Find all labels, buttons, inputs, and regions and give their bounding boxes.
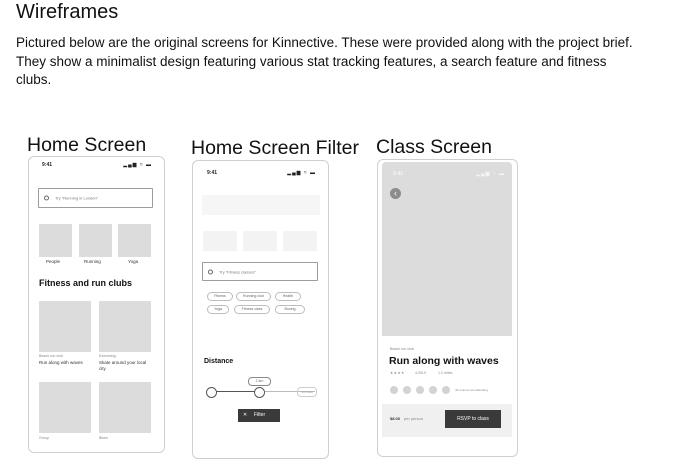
category-label-running: Running xyxy=(84,259,101,264)
rsvp-button[interactable]: RSVP to class xyxy=(445,410,501,428)
club-card-image[interactable] xyxy=(99,382,151,433)
filter-chip[interactable]: Running club xyxy=(236,292,271,301)
search-placeholder: Try "Running in London" xyxy=(55,195,99,201)
attendee-avatar xyxy=(390,386,398,394)
home-screen-label: Home Screen xyxy=(27,134,147,156)
intro-paragraph: Pictured below are the original screens for Kinnective. These were provided along with the project brief. They show a minimalist design featuring various stat tracking features, a search feature and fitness clubs. xyxy=(16,35,633,87)
category-label-yoga: Yoga xyxy=(128,259,139,264)
distance-text: 1.2 miles xyxy=(438,371,453,375)
club-card-image[interactable] xyxy=(99,301,151,352)
attendee-avatar xyxy=(442,386,450,394)
price-text: $8.00 xyxy=(390,416,401,421)
class-title: Run along with waves xyxy=(389,355,499,367)
slider-handle-min[interactable] xyxy=(206,387,217,398)
club-name: Run along with waves xyxy=(39,360,83,365)
club-name: Skate around your local city xyxy=(99,360,147,371)
filter-chip[interactable]: Health xyxy=(275,292,301,301)
club-tag: Beach run club xyxy=(39,354,63,358)
status-time: 9:41 xyxy=(207,170,218,176)
category-tile-running[interactable] xyxy=(79,224,112,257)
attendee-avatar xyxy=(416,386,424,394)
club-tag: Group xyxy=(39,436,49,440)
home-screen-phone xyxy=(28,156,165,453)
class-screen-label: Class Screen xyxy=(376,136,492,158)
filter-button-label: Filter xyxy=(254,412,266,418)
category-label-people: People xyxy=(46,259,61,264)
price-suffix: per person xyxy=(404,416,424,421)
filter-screen-label: Home Screen Filter xyxy=(191,137,359,159)
club-card-image[interactable] xyxy=(39,301,91,352)
faded-tile xyxy=(283,231,317,251)
faded-search xyxy=(202,195,320,215)
class-hero-image xyxy=(382,162,512,336)
distance-label: Distance xyxy=(204,358,234,365)
status-icons: ▂▄▆ ≈ ▬ xyxy=(476,171,505,177)
search-icon xyxy=(44,196,49,201)
rating-text: 4.0/5.0 xyxy=(415,371,426,375)
faded-tile xyxy=(203,231,237,251)
club-tag: Bikes xyxy=(99,436,108,440)
attendee-avatar xyxy=(403,386,411,394)
faded-tile xyxy=(243,231,277,251)
filter-chip[interactable]: Boxing xyxy=(275,305,305,314)
rating-stars: ★★★★ xyxy=(390,371,405,375)
category-tile-yoga[interactable] xyxy=(118,224,151,257)
page-title: Wireframes xyxy=(16,1,119,23)
club-tag: Exercising xyxy=(99,354,116,358)
status-time: 9:41 xyxy=(42,162,53,168)
attendees-text: 43 runners are attending xyxy=(455,388,488,392)
filter-search-input[interactable] xyxy=(202,262,318,281)
attendee-avatar xyxy=(429,386,437,394)
status-icons: ▂▄▆ ≈ ▬ xyxy=(123,162,152,168)
search-input[interactable] xyxy=(38,188,153,208)
filter-button[interactable] xyxy=(238,409,280,422)
filter-chip[interactable]: Fitness xyxy=(207,292,233,301)
category-tile-people[interactable] xyxy=(39,224,72,257)
class-tag: Beach run club xyxy=(390,347,414,351)
status-icons: ▂▄▆ ≈ ▬ xyxy=(287,170,316,176)
filter-screen-phone xyxy=(192,160,329,459)
club-card-image[interactable] xyxy=(39,382,91,433)
filter-chip[interactable]: Yoga xyxy=(207,305,229,314)
class-screen-phone xyxy=(377,159,518,457)
back-icon: ‹ xyxy=(394,188,397,198)
status-time: 9:41 xyxy=(393,171,404,177)
back-button[interactable] xyxy=(390,188,401,199)
filter-chip[interactable]: Fitness class xyxy=(234,305,270,314)
close-icon: ✕ xyxy=(243,412,248,418)
slider-value-bubble: 2 km xyxy=(248,377,271,386)
section-title: Fitness and run clubs xyxy=(39,278,133,288)
search-placeholder: Try "Fitness classes" xyxy=(219,269,256,274)
distance-slider-fill xyxy=(211,391,259,392)
slider-handle-max[interactable] xyxy=(254,387,265,398)
search-icon xyxy=(208,269,213,274)
slider-max-label: 10 miles xyxy=(297,387,317,397)
